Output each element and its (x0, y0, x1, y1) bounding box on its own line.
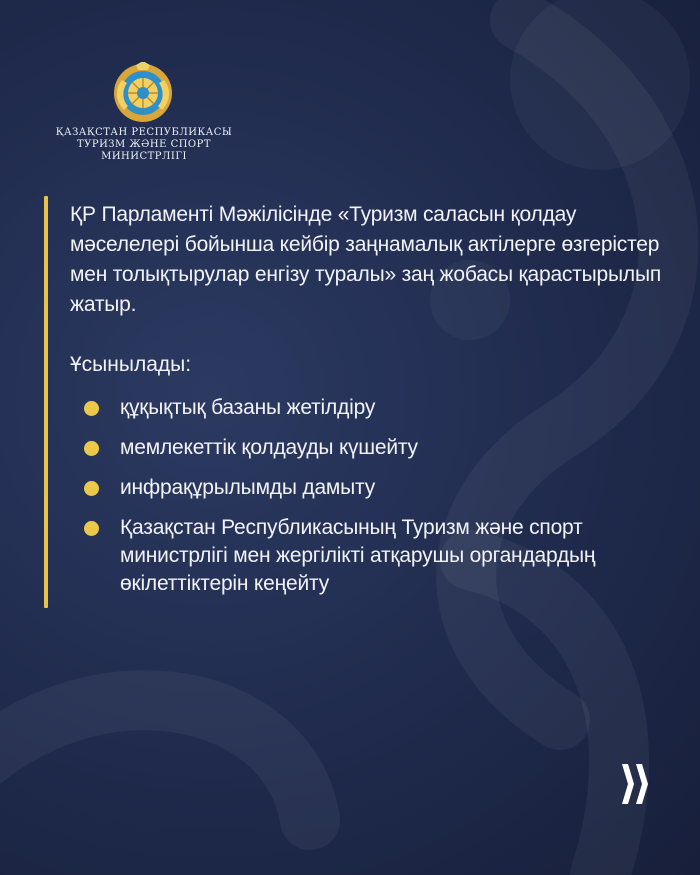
list-item (70, 394, 670, 422)
list-item-text: мемлекеттік қолдауды күшейту (120, 436, 418, 459)
list-item-text: инфрақұрылымды дамыту (120, 476, 376, 499)
ministry-title-line2: ТУРИЗМ ЖӘНЕ СПОРТ МИНИСТРЛІГІ (76, 139, 212, 162)
ministry-title (44, 127, 244, 163)
state-emblem-icon (112, 62, 174, 124)
list-item (70, 434, 670, 462)
intro-text: ҚР Парламенті Мәжілісінде «Туризм саласын қолдау мәселелері бойынша кейбір заңнамалық актілерге өзгерістер мен толықтырулар енгізу туралы» заң жобасы қарастырылып жатыр. (70, 203, 662, 316)
list-item (70, 474, 670, 502)
double-chevron-right-icon[interactable] (618, 762, 654, 806)
accent-bar (44, 196, 48, 608)
list-item-text: құқықтық базаны жетілдіру (120, 396, 376, 419)
list-item (70, 514, 670, 598)
bullet-icon (84, 401, 99, 416)
ministry-title-line1: ҚАЗАҚСТАН РЕСПУБЛИКАСЫ (55, 127, 233, 138)
bullet-icon (84, 521, 99, 536)
bullet-icon (84, 481, 99, 496)
proposal-list (70, 394, 670, 598)
list-item-text: Қазақстан Республикасының Туризм және спорт министрлігі мен жергілікті атқарушы органдардың өкілеттіктерін кеңейту (120, 516, 596, 595)
bullet-icon (84, 441, 99, 456)
proposed-label: Ұсынылады: (70, 353, 192, 376)
main-content (70, 200, 670, 610)
